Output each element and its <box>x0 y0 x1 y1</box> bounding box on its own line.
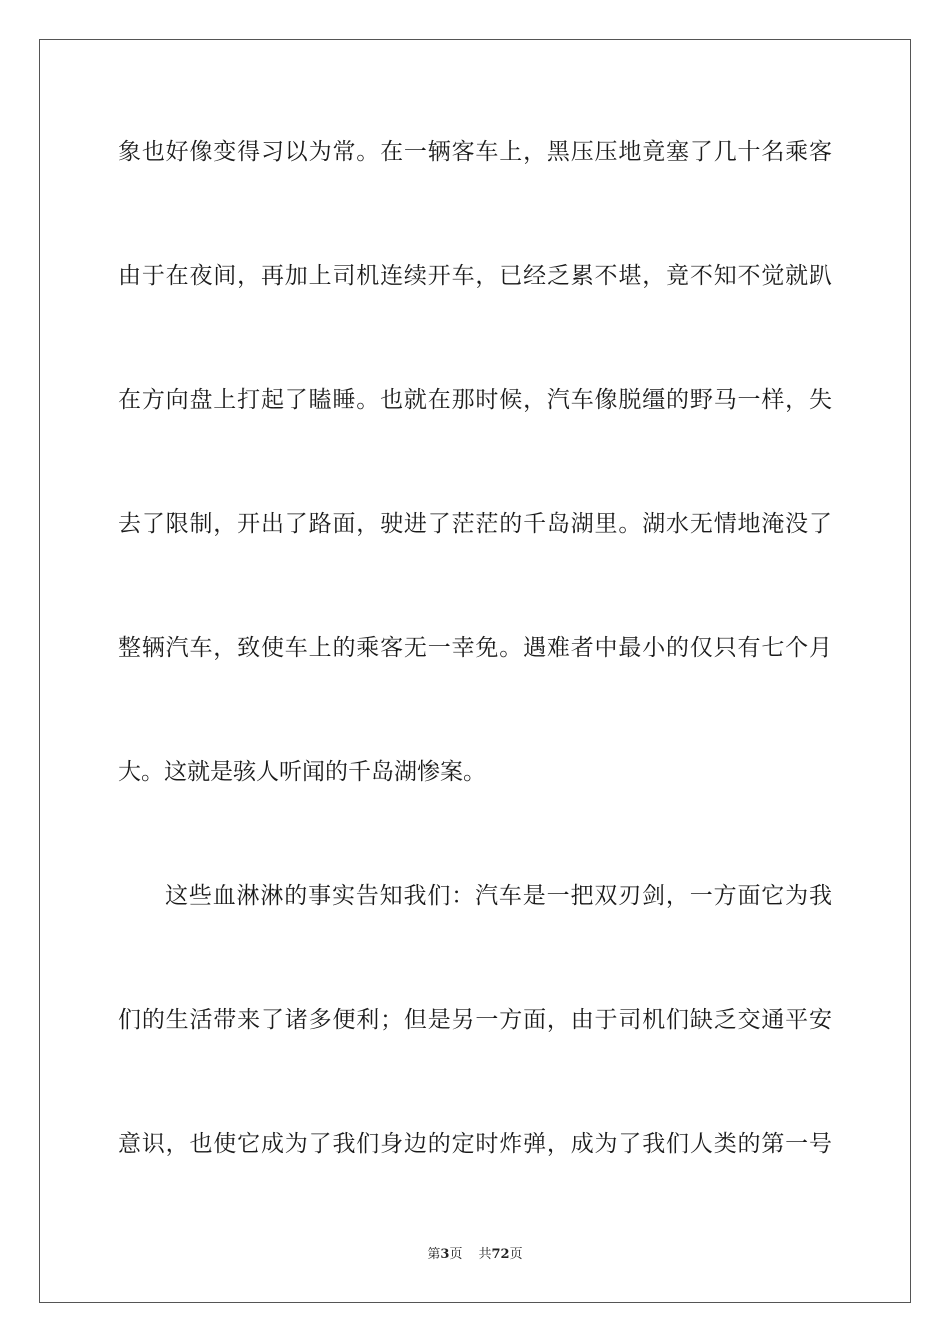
page-border <box>39 39 911 1303</box>
text-line-2: 由于在夜间，再加上司机连续开车，已经乏累不堪，竟不知不觉就趴 <box>118 263 832 289</box>
text-line-6: 大。这就是骇人听闻的千岛湖惨案。 <box>118 759 486 785</box>
text-line-5: 整辆汽车，致使车上的乘客无一幸免。遇难者中最小的仅只有七个月 <box>118 635 832 661</box>
page-prefix: 第 <box>427 1247 441 1262</box>
text-line-8: 们的生活带来了诸多便利；但是另一方面，由于司机们缺乏交通平安 <box>118 1007 832 1033</box>
page-suffix: 页 <box>449 1247 463 1262</box>
page-number: 3 <box>440 1247 450 1262</box>
text-line-3: 在方向盘上打起了瞌睡。也就在那时候，汽车像脱缰的野马一样，失 <box>118 387 832 413</box>
page-footer <box>0 1247 950 1263</box>
text-line-7: 这些血淋淋的事实告知我们：汽车是一把双刃剑，一方面它为我 <box>165 883 832 909</box>
text-line-1: 象也好像变得习以为常。在一辆客车上，黑压压地竟塞了几十名乘客 <box>118 139 832 165</box>
total-pages: 72 <box>491 1247 510 1262</box>
text-line-4: 去了限制，开出了路面，驶进了茫茫的千岛湖里。湖水无情地淹没了 <box>118 511 832 537</box>
text-line-9: 意识，也使它成为了我们身边的定时炸弹，成为了我们人类的第一号 <box>118 1131 832 1157</box>
total-suffix: 页 <box>509 1247 523 1262</box>
total-prefix: 共 <box>478 1247 492 1262</box>
